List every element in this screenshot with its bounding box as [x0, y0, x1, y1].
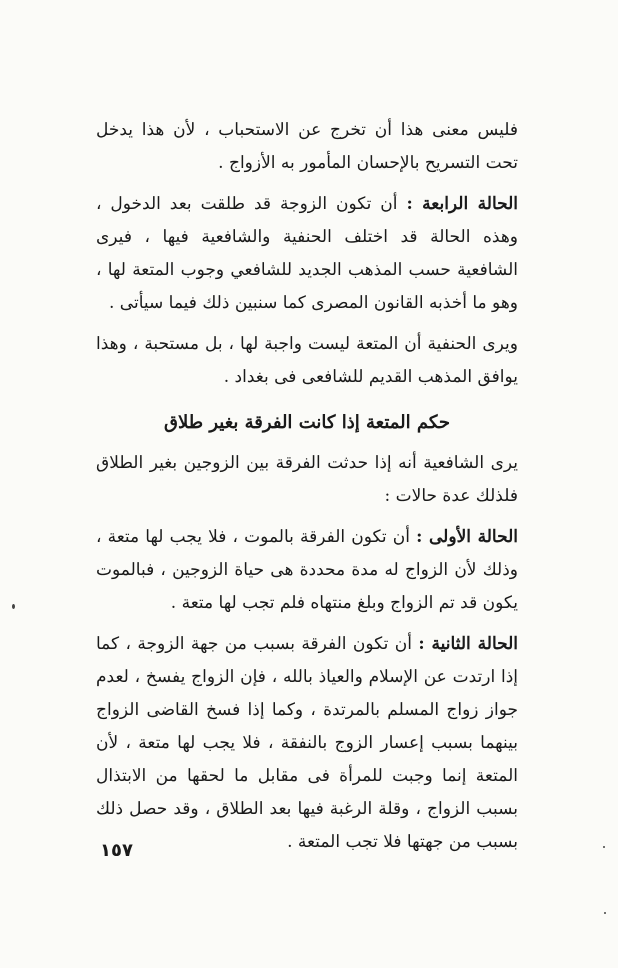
paragraph-3: [96, 328, 518, 394]
paragraph-4: [96, 447, 518, 513]
paragraph-3-text: ويرى الحنفية أن المتعة ليست واجبة لها ، بل مستحبة ، وهذا يوافق المذهب القديم للشافعى فى بغداد .: [96, 334, 518, 387]
section-heading: حكم المتعة إذا كانت الفرقة بغير طلاق: [164, 412, 450, 433]
paragraph-4-text: يرى الشافعية أنه إذا حدثت الفرقة بين الزوجين بغير الطلاق فلذلك عدة حالات :: [96, 453, 518, 506]
paragraph-1-text: فليس معنى هذا أن تخرج عن الاستحباب ، لأن هذا يدخل تحت التسريح بالإحسان المأمور به الأزواج .: [96, 120, 518, 173]
paragraph-6-lead: الحالة الثانية :: [418, 634, 519, 654]
scan-speck-bottom: [604, 912, 606, 914]
paragraph-6-text: أن تكون الفرقة بسبب من جهة الزوجة ، كما إذا ارتدت عن الإسلام والعياذ بالله ، فإن الزواج يفسخ ، لعدم جواز زواج المسلم بالمرتدة ، وكما إذا فسخ القاضى الزواج بينهما بسبب إعسار الزوج بالنفقة ، فلا يجب لها متعة ، لأن المتعة إنما وجبت للمرأة فى مقابل ما لحقها من الابتذال بسبب الزواج ، وقلة الرغبة فيها بعد الطلاق ، وقد حصل ذلك بسبب من جهتها فلا تجب المتعة .: [96, 634, 518, 852]
page-number: ١٥٧: [100, 840, 133, 861]
page-text-block: [96, 114, 518, 859]
paragraph-2-lead: الحالة الرابعة :: [406, 194, 518, 214]
paragraph-5: [96, 521, 518, 620]
paragraph-5-lead: الحالة الأولى :: [416, 527, 518, 547]
scan-speck-left: [12, 604, 15, 609]
paragraph-6: [96, 628, 518, 859]
paragraph-2-text: أن تكون الزوجة قد طلقت بعد الدخول ، وهذه الحالة قد اختلف الحنفية والشافعية فيها ، فيرى الشافعية حسب المذهب الجديد للشافعي وجوب المتعة لها ، وهو ما أخذبه القانون المصرى كما سنبين ذلك فيما سيأتى .: [96, 194, 518, 313]
paragraph-2: [96, 188, 518, 320]
paragraph-5-text: أن تكون الفرقة بالموت ، فلا يجب لها متعة ، وذلك لأن الزواج له مدة محددة هى حياة الزوجين ، فبالموت يكون قد تم الزواج وبلغ منتهاه فلم تجب لها متعة .: [96, 527, 518, 613]
scan-speck-right: [603, 846, 605, 848]
paragraph-1: [96, 114, 518, 180]
